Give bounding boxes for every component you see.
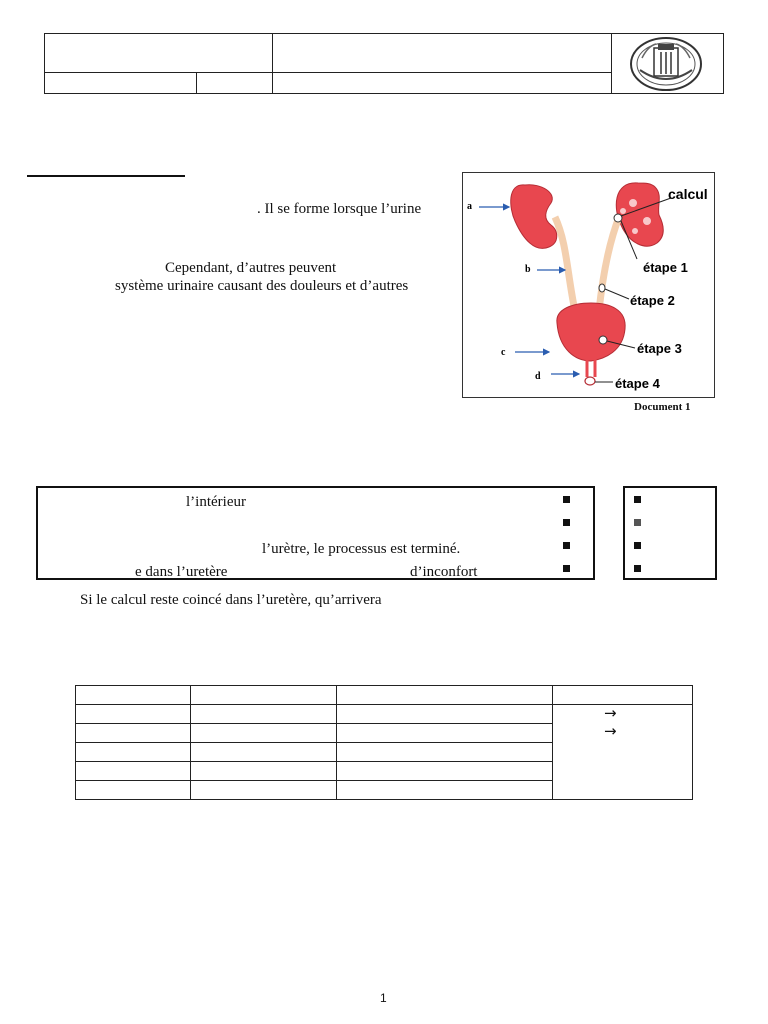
table-cell[interactable] <box>76 743 191 762</box>
label-a: a <box>467 201 472 212</box>
table-cell[interactable] <box>337 724 553 743</box>
header-divider <box>45 72 611 73</box>
table-cell[interactable] <box>337 781 553 800</box>
urinary-system-diagram <box>463 173 714 397</box>
table-cell[interactable] <box>337 762 553 781</box>
statements-box <box>36 486 595 580</box>
table-cell[interactable] <box>553 686 693 705</box>
table-cell[interactable] <box>191 705 337 724</box>
right-ureter <box>599 217 619 311</box>
table-cell[interactable] <box>191 724 337 743</box>
statement-3: l’urètre, le processus est terminé. <box>262 541 461 557</box>
table-cell[interactable] <box>191 762 337 781</box>
label-etape-4: étape 4 <box>615 376 660 391</box>
bullet-square <box>563 542 570 549</box>
header-table <box>44 33 724 94</box>
table-cell[interactable] <box>337 743 553 762</box>
table-cell[interactable] <box>191 743 337 762</box>
table-cell[interactable] <box>191 686 337 705</box>
statement-4a: e dans l’uretère <box>135 564 228 580</box>
bullet-square <box>563 565 570 572</box>
label-calcul: calcul <box>668 186 708 202</box>
stone-step-4 <box>585 377 595 385</box>
statement-1: l’intérieur <box>186 494 246 510</box>
table-row <box>76 686 693 705</box>
label-etape-3: étape 3 <box>637 341 682 356</box>
table-cell[interactable] <box>337 705 553 724</box>
bullet-square <box>634 496 641 503</box>
stone-step-2 <box>599 284 605 292</box>
left-kidney <box>511 185 557 249</box>
table-cell[interactable] <box>76 686 191 705</box>
header-divider <box>611 34 612 93</box>
table-cell[interactable] <box>191 781 337 800</box>
intro-line-3: système urinaire causant des douleurs et d’autres <box>115 278 409 294</box>
label-etape-1: étape 1 <box>643 260 688 275</box>
school-logo <box>628 36 704 92</box>
label-c: c <box>501 347 506 358</box>
page-number: 1 <box>380 991 387 1005</box>
bullet-square <box>563 519 570 526</box>
left-ureter <box>555 217 575 311</box>
stone-calcul <box>614 214 622 222</box>
stone-step-3 <box>599 336 607 344</box>
bullet-square <box>634 519 641 526</box>
table-cell-merged[interactable] <box>553 705 693 800</box>
intro-line-1: . Il se forme lorsque l’urine <box>257 201 422 217</box>
header-divider <box>272 34 273 93</box>
right-kidney <box>616 183 663 246</box>
bladder <box>557 303 625 361</box>
answer-table <box>75 685 693 800</box>
bullet-square <box>563 496 570 503</box>
section-title-underline <box>27 175 185 177</box>
table-cell[interactable] <box>76 781 191 800</box>
arrow-right-icon: → <box>604 722 617 740</box>
bullet-square <box>634 565 641 572</box>
label-etape-2: étape 2 <box>630 293 675 308</box>
statement-4b: d’inconfort <box>410 564 478 580</box>
table-row <box>76 705 693 724</box>
label-d: d <box>535 371 541 382</box>
label-b: b <box>525 264 531 275</box>
table-cell[interactable] <box>76 762 191 781</box>
arrow-right-icon: → <box>604 704 617 722</box>
table-cell[interactable] <box>337 686 553 705</box>
figure-caption: Document 1 <box>634 401 691 413</box>
table-cell[interactable] <box>76 705 191 724</box>
intro-line-2: Cependant, d’autres peuvent <box>165 260 337 276</box>
answers-box <box>623 486 717 580</box>
question-text: Si le calcul reste coincé dans l’uretère, qu’arrivera <box>80 592 382 608</box>
bullet-square <box>634 542 641 549</box>
table-cell[interactable] <box>76 724 191 743</box>
document-1-figure <box>462 172 715 398</box>
header-divider <box>196 72 197 93</box>
